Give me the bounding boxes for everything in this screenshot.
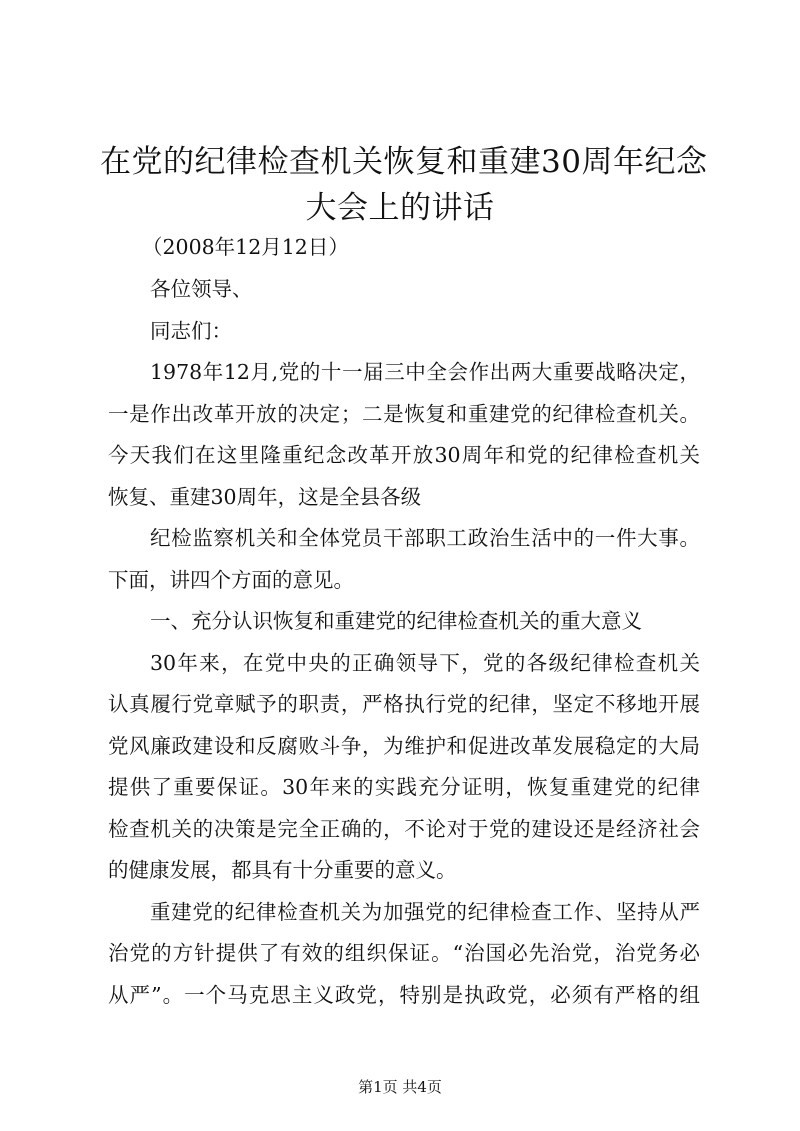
paragraph-line: 纪检监察机关和全体党员干部职工政治生活中的一件大事。: [150, 526, 700, 550]
speech-date: （2008年12月12日）: [142, 235, 349, 259]
paragraph-line: 认真履行党章赋予的职责，严格执行党的纪律，坚定不移地开展: [108, 692, 700, 716]
document-title-line-1: 在党的纪律检查机关恢复和重建30周年纪念: [100, 144, 708, 180]
paragraph-line: 检查机关的决策是完全正确的，不论对于党的建设还是经济社会: [108, 817, 700, 841]
paragraph-line: 一是作出改革开放的决定；二是恢复和重建党的纪律检查机关。: [108, 402, 700, 426]
salutation-leaders: 各位领导、: [150, 277, 253, 301]
paragraph-line: 从严”。一个马克思主义政党，特别是执政党，必须有严格的组: [108, 983, 700, 1007]
section-heading-1: 一、充分认识恢复和重建党的纪律检查机关的重大意义: [150, 609, 642, 633]
paragraph-line: 党风廉政建设和反腐败斗争，为维护和促进改革发展稳定的大局: [108, 734, 700, 758]
paragraph-line: 的健康发展，都具有十分重要的意义。: [108, 858, 457, 882]
paragraph-line: 提供了重要保证。30年来的实践充分证明，恢复重建党的纪律: [108, 775, 700, 799]
paragraph-line: 恢复、重建30周年，这是全县各级: [108, 485, 422, 509]
page-indicator: 第1页 共4页: [358, 1078, 442, 1096]
paragraph-line: 30年来，在党中央的正确领导下，党的各级纪律检查机关: [150, 651, 700, 675]
paragraph-line: 下面，讲四个方面的意见。: [108, 568, 354, 592]
paragraph-line: 今天我们在这里隆重纪念改革开放30周年和党的纪律检查机关: [108, 443, 700, 467]
salutation-comrades: 同志们：: [150, 319, 232, 343]
paragraph-line: 重建党的纪律检查机关为加强党的纪律检查工作、坚持从严: [150, 900, 700, 924]
paragraph-line: 1978年12月,党的十一届三中全会作出两大重要战略决定，: [150, 360, 700, 384]
document-title-line-2: 大会上的讲话: [305, 190, 495, 226]
paragraph-line: 治党的方针提供了有效的组织保证。“治国必先治党，治党务必: [108, 941, 700, 965]
